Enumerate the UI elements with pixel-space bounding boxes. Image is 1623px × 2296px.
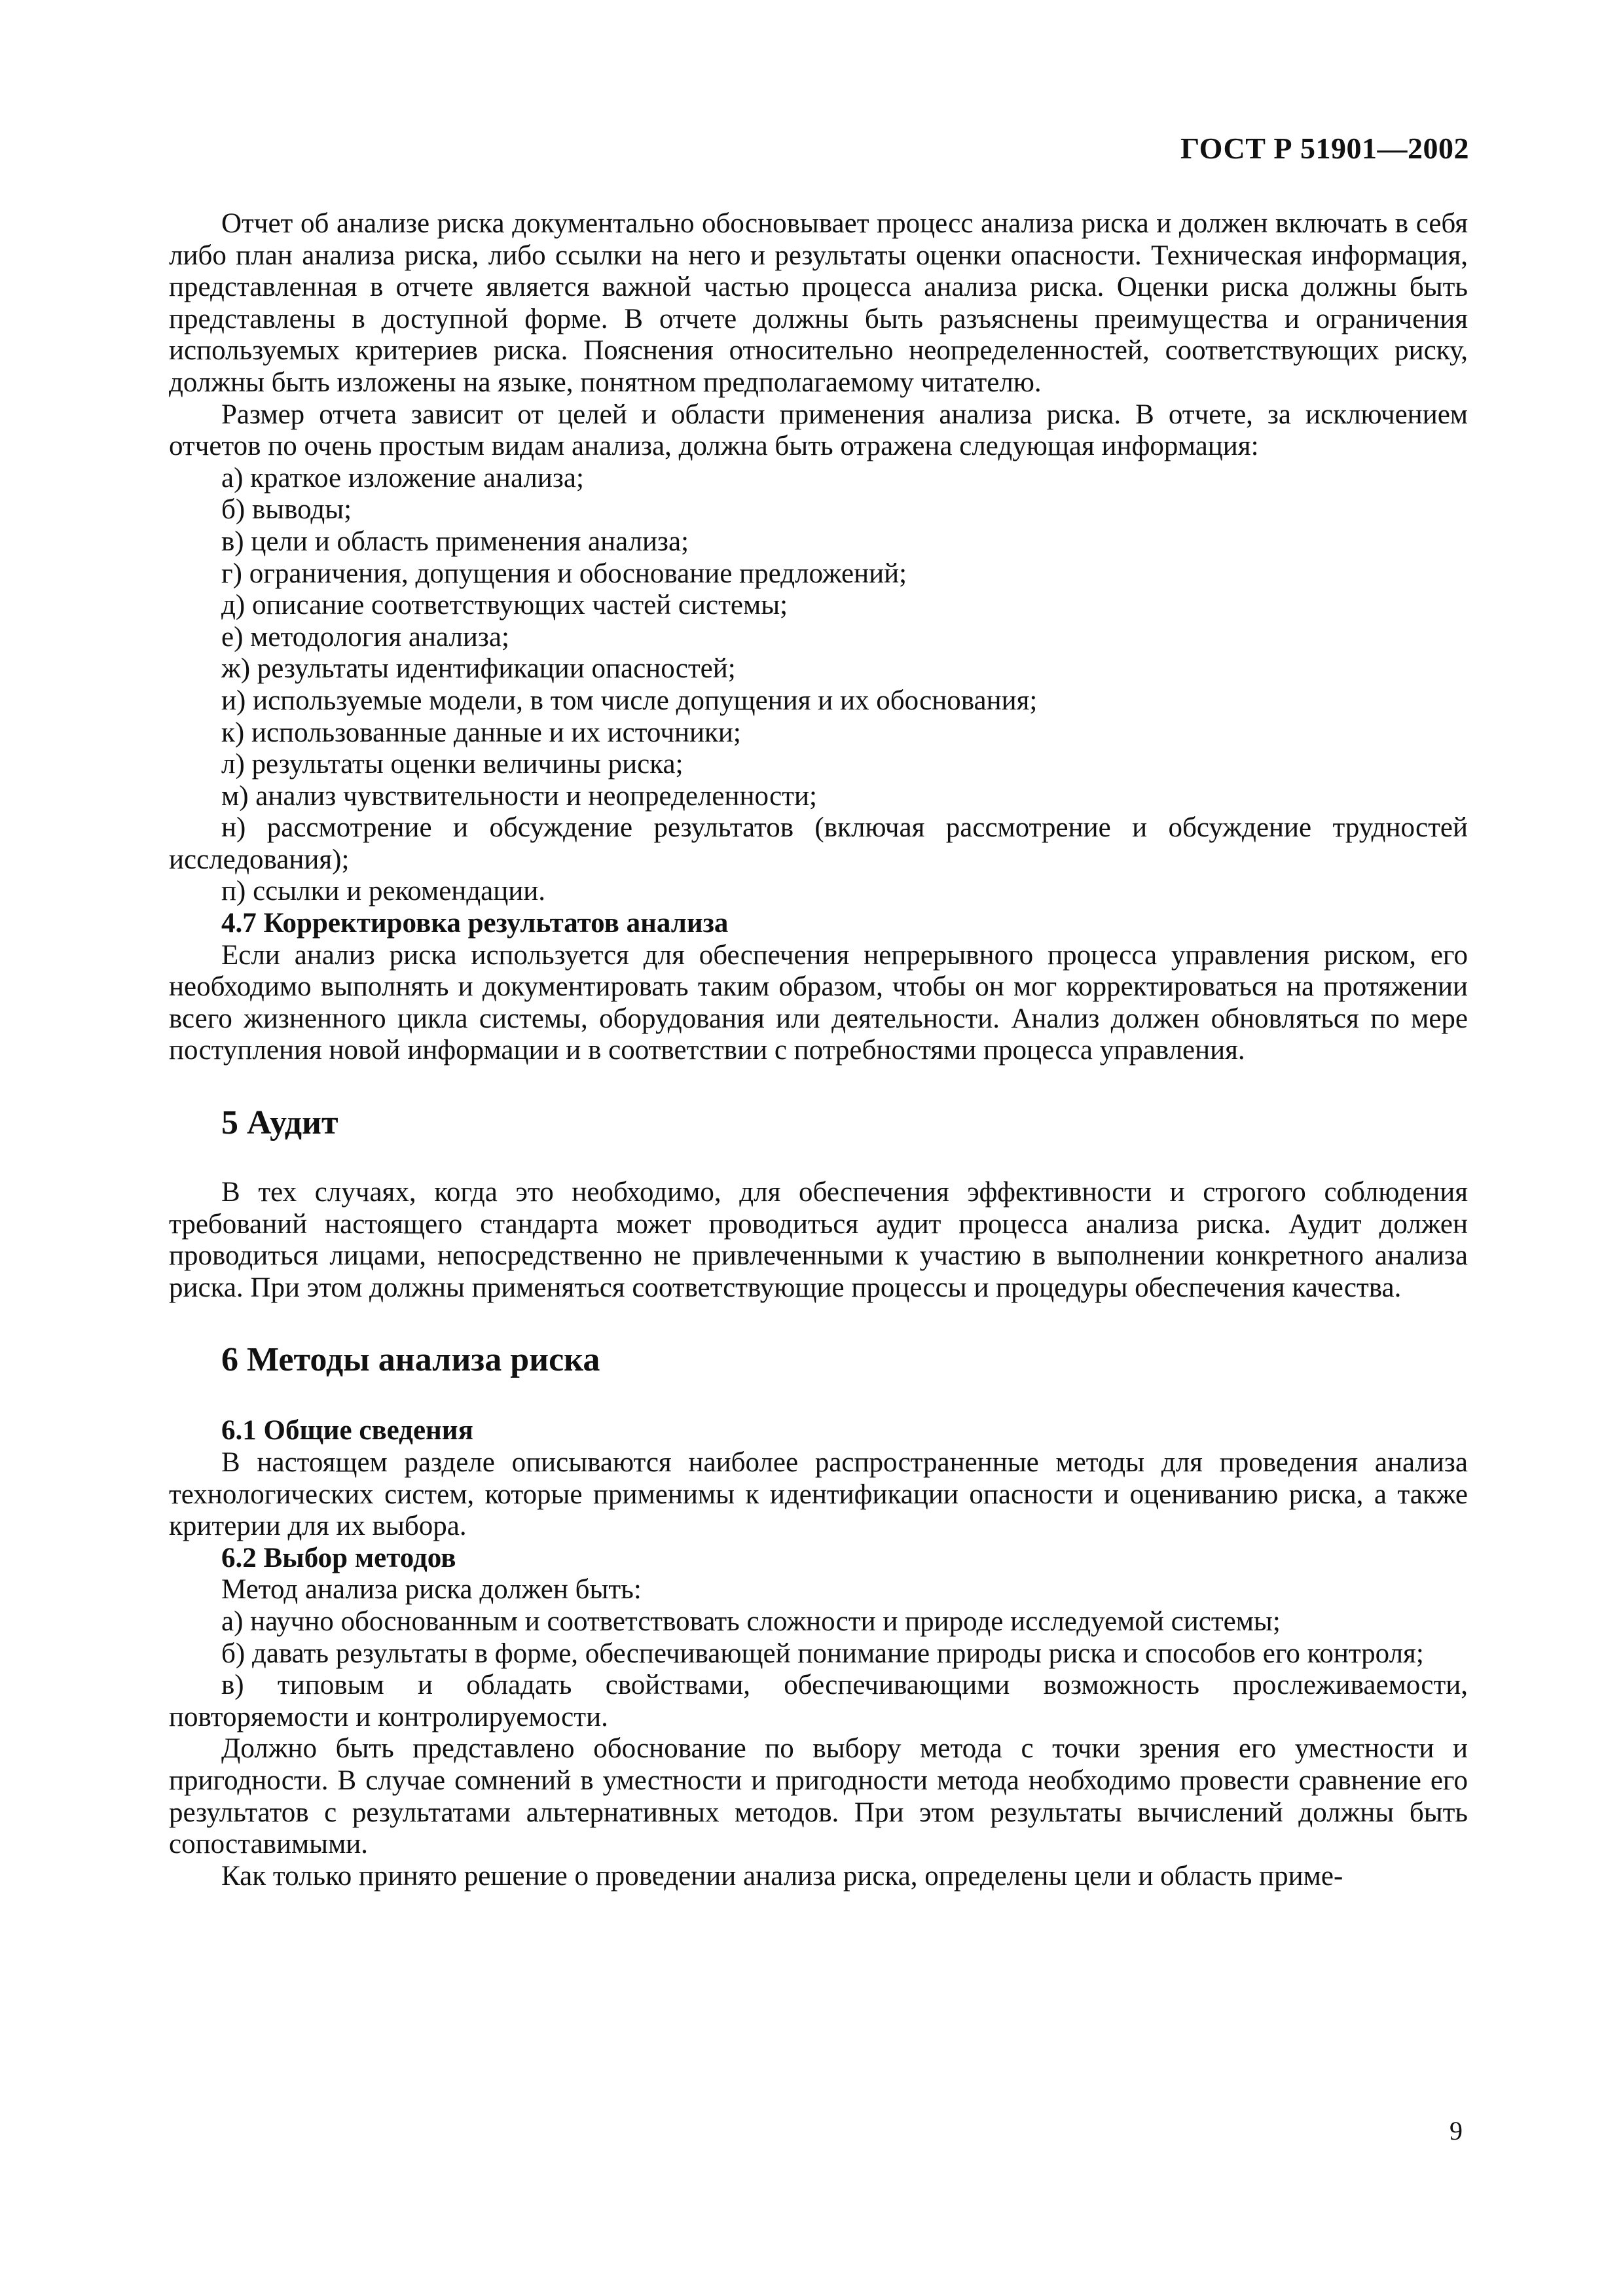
list-item: п) ссылки и рекомендации. [221,876,546,907]
paragraph-6-2-justification: Должно быть представлено обоснование по выбору метода с точки зрения его уместности и пригодности. В случае сомнений в уместности и пригодности метода необходимо провести сравнение его результатов с результатами альтернативных методов. При этом результаты вычислений должны быть сопоставимыми. [169,1733,1468,1860]
standard-code-header: ГОСТ Р 51901—2002 [1180,132,1469,165]
list-item: д) описание соответствующих частей системы; [221,590,788,621]
spacer [169,1380,1468,1415]
page-number: 9 [1450,2116,1463,2145]
list-item: м) анализ чувствительности и неопределенности; [221,780,817,812]
list-item: а) научно обоснованным и соответствовать сложности и природе исследуемой системы; [221,1605,1281,1637]
spacer [169,1304,1468,1340]
subsection-heading-6-1: 6.1 Общие сведения [221,1415,473,1446]
section-title-5: 5 Аудит [221,1104,338,1142]
list-item: а) краткое изложение анализа; [221,462,584,493]
list-item: б) выводы; [221,494,352,526]
section-title-6: 6 Методы анализа риска [221,1341,600,1379]
paragraph-4-7: Если анализ риска используется для обеспечения непрерывного процесса управления риском, его необходимо выполнять и документировать таким образом, чтобы он мог корректироваться на протяжении всего жизненного цикла системы, оборудования или деятельности. Анализ должен обновляться по мере поступления новой информации и в соответствии с потребностями процесса управления. [169,939,1468,1066]
method-requirements-list [169,1606,1468,1733]
list-item: г) ограничения, допущения и обоснование предложений; [221,558,907,589]
spacer [169,1143,1468,1177]
subsection-heading-6-2: 6.2 Выбор методов [221,1542,456,1573]
paragraph-report-purpose: Отчет об анализе риска документально обосновывает процесс анализа риска и должен включать в себя либо план анализа риска, либо ссылки на него и результаты оценки опасности. Техническая информация, представленная в отчете является важной частью процесса анализа риска. Оценки риска должны быть представлены в доступной форме. В отчете должны быть разъяснены преимущества и ограничения используемых критериев риска. Пояснения относительно неопределенностей, соответствующих риску, должны быть изложены на языке, понятном предполагаемому читателю. [169,208,1468,398]
list-item: и) используемые модели, в том числе допущения и их обоснования; [221,685,1038,716]
paragraph-report-size: Размер отчета зависит от целей и области применения анализа риска. В отчете, за исключением отчетов по очень простым видам анализа, должна быть отражена следующая информация: [169,399,1468,462]
page-content [169,208,1468,1892]
list-item: б) давать результаты в форме, обеспечивающей понимание природы риска и способов его контроля; [221,1638,1424,1669]
paragraph-6-1: В настоящем разделе описываются наиболее распространенные методы для проведения анализа технологических систем, которые применимы к идентификации опасности и оцениванию риска, а также критерии для их выбора. [169,1447,1468,1542]
spacer [169,1067,1468,1103]
list-item: к) использованные данные и их источники; [221,717,741,748]
paragraph-6-2-intro: Метод анализа риска должен быть: [221,1574,642,1605]
report-items-list [169,463,1468,908]
subsection-heading-4-7: 4.7 Корректировка результатов анализа [221,908,729,939]
list-item: ж) результаты идентификации опасностей; [221,653,736,685]
list-item: в) типовым и обладать свойствами, обеспечивающими возможность прослеживаемости, повторяемости и контролируемости. [169,1670,1468,1732]
paragraph-6-2-continuation: Как только принято решение о проведении анализа риска, определены цели и область приме- [221,1860,1343,1892]
paragraph-5: В тех случаях, когда это необходимо, для обеспечения эффективности и строгого соблюдения требований настоящего стандарта может проводиться аудит процесса анализа риска. Аудит должен проводиться лицами, непосредственно не привлеченными к участию в выполнении конкретного анализа риска. При этом должны применяться соответствующие процессы и процедуры обеспечения качества. [169,1177,1468,1303]
list-item: в) цели и область применения анализа; [221,526,689,557]
list-item: л) результаты оценки величины риска; [221,749,684,780]
list-item: е) методология анализа; [221,621,509,653]
list-item: н) рассмотрение и обсуждение результатов (включая рассмотрение и обсуждение трудностей исследования); [169,812,1468,875]
